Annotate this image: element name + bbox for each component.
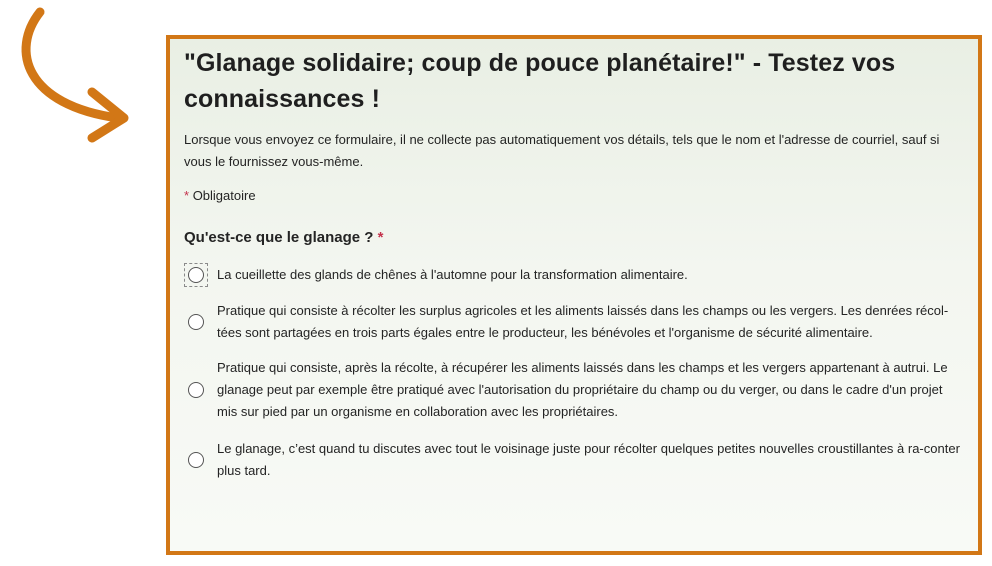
- option-4[interactable]: [184, 438, 966, 482]
- option-label: La cueillette des glands de chênes à l'automne pour la transformation alimentaire.: [217, 267, 688, 282]
- option-label: Le glanage, c’est quand tu discutes avec tout le voisinage juste pour récolter quelques petites nouvelles croustillantes à ra-conter plus tard.: [217, 441, 960, 478]
- required-label: Obligatoire: [192, 188, 256, 203]
- radio-circle-icon[interactable]: [188, 314, 204, 330]
- option-3[interactable]: [184, 357, 966, 423]
- required-note: [184, 187, 966, 205]
- radio-option-3[interactable]: [184, 378, 208, 402]
- option-1[interactable]: [184, 262, 966, 288]
- radio-circle-icon[interactable]: [188, 267, 204, 283]
- radio-option-2[interactable]: [184, 310, 208, 334]
- form-title: "Glanage solidaire; coup de pouce planétaire!" - Testez vos connaissances !: [184, 49, 896, 113]
- option-label: Pratique qui consiste à récolter les surplus agricoles et les aliments laissés dans les champs ou les vergers. Les denrées récol-tées sont partagées en trois parts égales entre le producteur, les bénévoles et l'organisme de sécurité alimentaire.: [217, 303, 949, 340]
- option-label: Pratique qui consiste, après la récolte, à récupérer les aliments laissés dans les champs et les vergers appartenant à autrui. Le glanage peut par exemple être pratiqué avec l'autorisation du propriétaire du champ ou du verger, ou dans le cadre d'un projet mis sur pied par un organisme en collaboration avec les propriétaires.: [217, 360, 948, 419]
- option-2[interactable]: [184, 300, 966, 344]
- radio-option-4[interactable]: [184, 448, 208, 472]
- required-star: *: [184, 188, 190, 203]
- question-title: [184, 228, 966, 248]
- form-card: [166, 35, 982, 555]
- radio-circle-icon[interactable]: [188, 382, 204, 398]
- curved-arrow-icon: [0, 0, 160, 150]
- radio-circle-icon[interactable]: [188, 452, 204, 468]
- question-text: Qu'est-ce que le glanage ?: [184, 229, 374, 246]
- question-required-star: *: [377, 229, 384, 246]
- form-description: Lorsque vous envoyez ce formulaire, il ne collecte pas automatiquement vos détails, tels que le nom et l'adresse de courriel, sauf si vous le fournissez vous-même.: [184, 132, 940, 169]
- options-group: [184, 262, 966, 482]
- radio-option-1[interactable]: [184, 263, 208, 287]
